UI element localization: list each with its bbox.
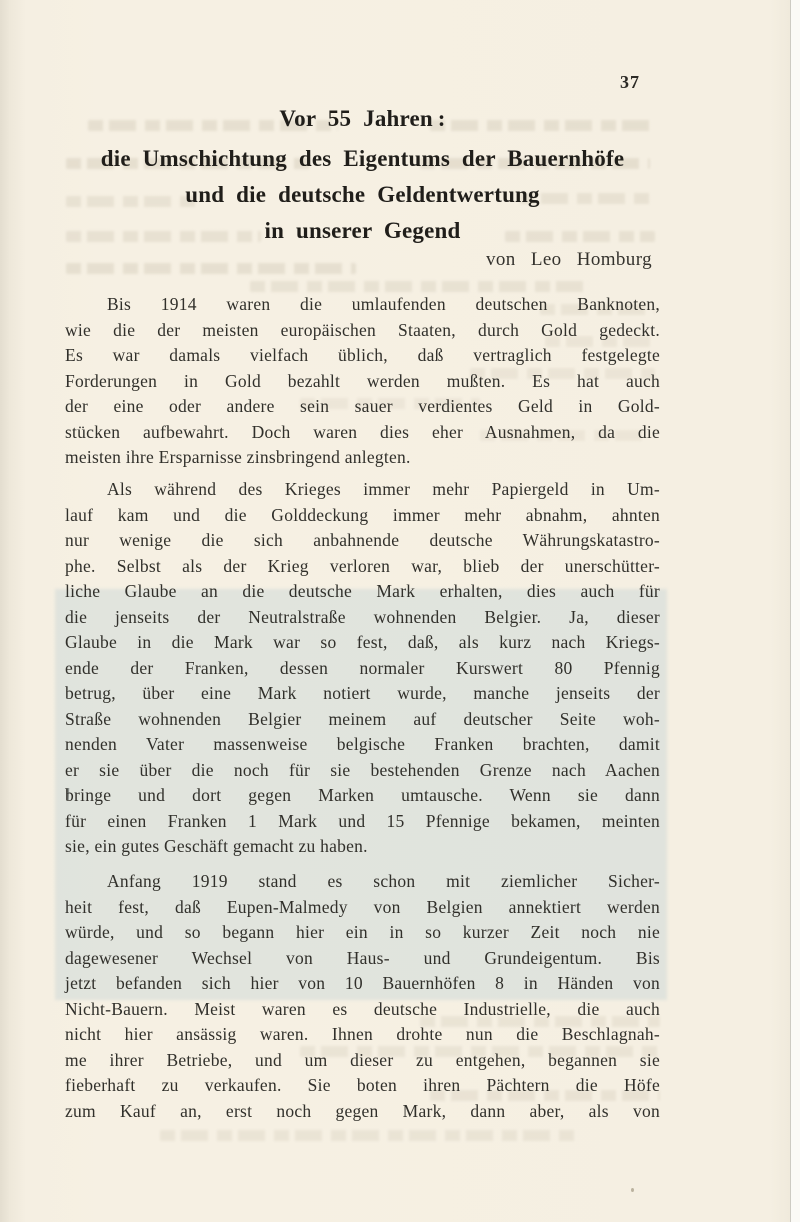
- article-title-line-4: in unserer Gegend: [264, 218, 461, 243]
- body-line: die jenseits der Neutralstraße wohnenden Belgier. Ja, dieser: [65, 606, 660, 627]
- body-line: Bis 1914 waren die umlaufenden deutschen Banknoten,: [107, 294, 660, 314]
- body-line: Glaube in die Mark war so fest, daß, als kurz nach Kriegs-: [65, 632, 660, 652]
- body-line: lauf kam und die Golddeckung immer mehr abnahm, ahnten: [65, 504, 660, 525]
- scan-edge-strip: [790, 0, 800, 1222]
- body-line: Anfang 1919 stand es schon mit ziemlicher Sicher-: [107, 871, 660, 891]
- body-line: bringe und dort gegen Marken umtausche. Wenn sie dann: [65, 785, 660, 805]
- article-title-line-3: und die deutsche Geldentwertung: [185, 182, 540, 207]
- body-line: stücken aufbewahrt. Doch waren dies eher Ausnahmen, da die: [65, 421, 660, 442]
- article-title-line-2: die Umschichtung des Eigentums der Bauernhöfe: [100, 146, 625, 171]
- bleed-through-smudge: [250, 281, 590, 292]
- body-line: nenden Vater massenweise belgische Franken brachten, damit: [65, 734, 660, 754]
- body-line: betrug, über eine Mark notiert wurde, manche jenseits der: [65, 683, 660, 703]
- body-line: Nicht-Bauern. Meist waren es deutsche Industrielle, die auch: [65, 998, 660, 1019]
- article-title: [65, 101, 660, 249]
- body-line: für einen Franken 1 Mark und 15 Pfennige bekamen, meinten: [65, 810, 660, 831]
- body-line: fieberhaft zu verkaufen. Sie boten ihren Pächtern die Höfe: [65, 1075, 660, 1095]
- paragraph-1: [65, 292, 660, 471]
- body-line: Forderungen in Gold bezahlt werden mußten. Es hat auch: [65, 370, 660, 391]
- bleed-through-smudge: [160, 1130, 580, 1141]
- article-title-line-1: Vor 55 Jahren :: [279, 106, 446, 131]
- article-byline: von Leo Homburg: [485, 249, 652, 270]
- body-line: heit fest, daß Eupen-Malmedy von Belgien annektiert werden: [65, 896, 660, 917]
- body-line: jetzt befanden sich hier von 10 Bauernhöfen 8 in Händen von: [65, 973, 660, 993]
- body-line: liche Glaube an die deutsche Mark erhalten, dies auch für: [65, 581, 660, 601]
- paragraph-3: [65, 869, 660, 1124]
- body-line: Es war damals vielfach üblich, daß vertraglich festgelegte: [65, 345, 660, 365]
- body-line: würde, und so begann hier ein in so kurzer Zeit noch nie: [65, 922, 660, 942]
- body-line: nicht hier ansässig waren. Ihnen drohte nun die Beschlagnah-: [65, 1024, 660, 1044]
- body-line: zum Kauf an, erst noch gegen Mark, dann aber, als von: [65, 1100, 660, 1121]
- body-line: nur wenige die sich anbahnende deutsche Währungskatastro-: [65, 530, 660, 550]
- paragraph-2: [65, 477, 660, 860]
- body-line: phe. Selbst als der Krieg verloren war, blieb der unerschütter-: [65, 555, 660, 576]
- paper-speck: [631, 1188, 634, 1192]
- body-line: dagewesener Wechsel von Haus- und Grundeigentum. Bis: [65, 947, 660, 968]
- page-number: 37: [620, 72, 640, 92]
- body-line: me ihrer Betriebe, und um dieser zu entgehen, begannen sie: [65, 1049, 660, 1070]
- body-line: wie die der meisten europäischen Staaten, durch Gold gedeckt.: [65, 319, 660, 340]
- body-line: sie, ein gutes Geschäft gemacht zu haben.: [65, 836, 368, 856]
- body-line: er sie über die noch für sie bestehenden Grenze nach Aachen: [65, 759, 660, 780]
- body-line: Straße wohnenden Belgier meinem auf deutscher Seite woh-: [65, 708, 660, 729]
- body-line: Als während des Krieges immer mehr Papiergeld in Um-: [107, 479, 660, 499]
- body-line: der eine oder andere sein sauer verdientes Geld in Gold-: [65, 396, 660, 416]
- body-line: ende der Franken, dessen normaler Kurswert 80 Pfennig: [65, 657, 660, 678]
- body-line: meisten ihre Ersparnisse zinsbringend anlegten.: [65, 447, 411, 467]
